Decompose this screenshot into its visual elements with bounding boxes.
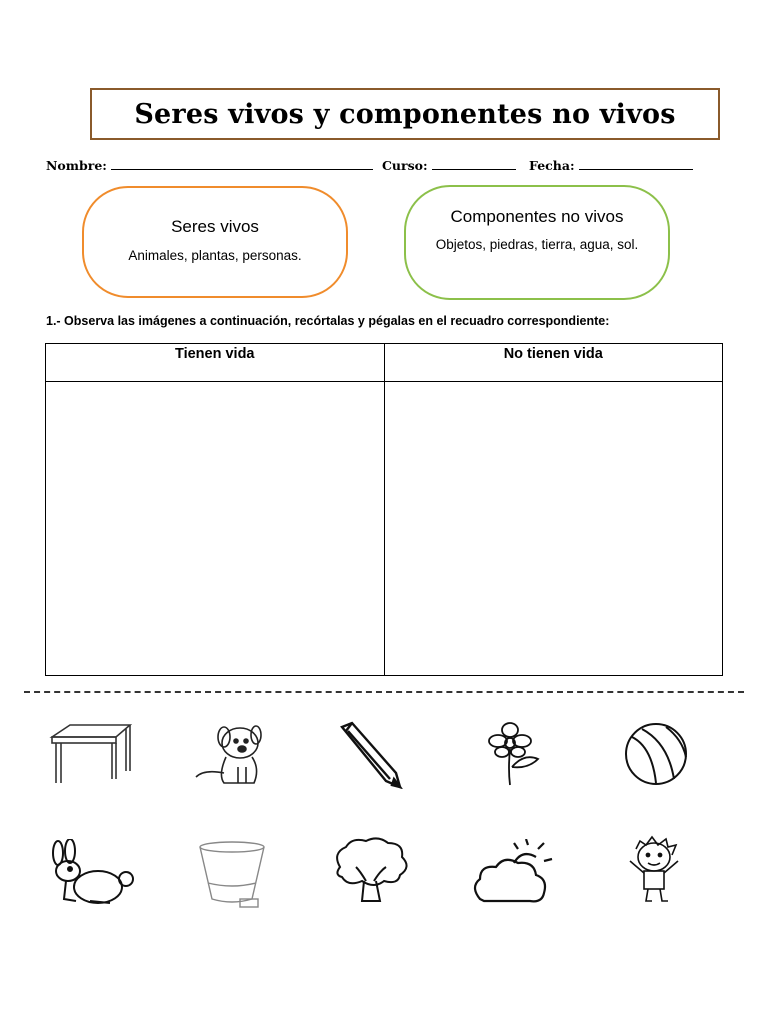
- sun-cloud-icon[interactable]: [466, 838, 558, 910]
- instruction: 1.- Observa las imágenes a continuación, recórtalas y pégalas en el recuadro correspondiente:: [46, 314, 610, 328]
- nonliving-examples: Objetos, piedras, tierra, agua, sol.: [435, 237, 639, 252]
- nombre-label: Nombre:: [46, 158, 107, 173]
- living-drop-area[interactable]: [46, 382, 385, 676]
- dog-icon[interactable]: [180, 718, 272, 790]
- nonliving-drop-area[interactable]: [384, 382, 723, 676]
- pencil-icon[interactable]: [322, 718, 414, 790]
- flower-icon[interactable]: [464, 718, 556, 790]
- fecha-label: Fecha:: [529, 158, 575, 173]
- nonliving-column-header: No tienen vida: [384, 344, 723, 382]
- living-examples: Animales, plantas, personas.: [128, 248, 302, 263]
- glass-icon[interactable]: [188, 838, 280, 910]
- nombre-line[interactable]: [111, 157, 373, 170]
- living-definition-box: [82, 186, 348, 298]
- fecha-line[interactable]: [579, 157, 693, 170]
- table-icon[interactable]: [44, 718, 136, 790]
- title-box: [90, 88, 720, 140]
- curso-label: Curso:: [381, 158, 428, 173]
- student-fields: [46, 157, 693, 173]
- sorting-table: [45, 343, 723, 676]
- boy-icon[interactable]: [608, 834, 700, 906]
- living-column-header: Tienen vida: [46, 344, 385, 382]
- tree-icon[interactable]: [324, 834, 416, 906]
- ball-icon[interactable]: [610, 718, 702, 790]
- living-heading: Seres vivos: [171, 217, 259, 236]
- cut-line: [24, 691, 744, 693]
- curso-line[interactable]: [432, 157, 516, 170]
- rabbit-icon[interactable]: [44, 838, 136, 910]
- worksheet-title: Seres vivos y componentes no vivos: [134, 98, 676, 130]
- nonliving-heading: Componentes no vivos: [450, 207, 624, 226]
- nonliving-definition-box: [404, 185, 670, 300]
